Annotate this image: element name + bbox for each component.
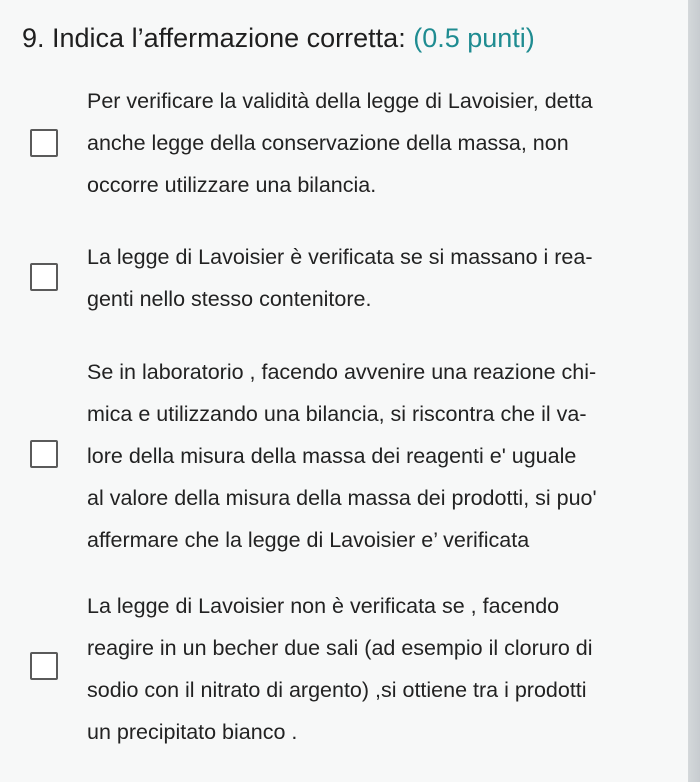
option-text-line: Per verificare la validità della legge di Lavoisier, detta bbox=[87, 89, 593, 113]
option-text-line: La legge di Lavoisier non è verificata se , facendo bbox=[87, 594, 560, 618]
option-1-checkbox[interactable] bbox=[30, 129, 58, 157]
option-text-line: La legge di Lavoisier è verificata se si massano i rea- bbox=[87, 245, 593, 269]
question-text: 9. Indica l’affermazione corretta: bbox=[22, 23, 406, 53]
option-text-line: Se in laboratorio , facendo avvenire una reazione chi- bbox=[87, 360, 597, 384]
option-text-line: un precipitato bianco . bbox=[87, 720, 298, 744]
option-4-text bbox=[87, 585, 657, 753]
answer-option-4[interactable] bbox=[0, 585, 688, 755]
option-text-line: affermare che la legge di Lavoisier e’ verificata bbox=[87, 528, 530, 552]
option-2-checkbox[interactable] bbox=[30, 263, 58, 291]
option-text-line: anche legge della conservazione della massa, non bbox=[87, 131, 569, 155]
question-title bbox=[22, 18, 535, 58]
option-3-checkbox[interactable] bbox=[30, 440, 58, 468]
option-text-line: sodio con il nitrato di argento) ,si ottiene tra i prodotti bbox=[87, 678, 587, 702]
option-4-checkbox[interactable] bbox=[30, 652, 58, 680]
answer-option-1[interactable] bbox=[0, 80, 688, 210]
option-text-line: occorre utilizzare una bilancia. bbox=[87, 173, 377, 197]
option-text-line: genti nello stesso contenitore. bbox=[87, 287, 372, 311]
option-text-line: mica e utilizzando una bilancia, si riscontra che il va- bbox=[87, 402, 587, 426]
option-text-line: al valore della misura della massa dei prodotti, si puo' bbox=[87, 486, 597, 510]
answer-option-2[interactable] bbox=[0, 236, 688, 324]
window-edge bbox=[688, 0, 700, 782]
option-2-text bbox=[87, 236, 657, 320]
option-1-text bbox=[87, 80, 657, 206]
option-3-text bbox=[87, 351, 657, 561]
option-text-line: reagire in un becher due sali (ad esempio il cloruro di bbox=[87, 636, 593, 660]
answer-option-3[interactable] bbox=[0, 351, 688, 563]
question-points: (0.5 punti) bbox=[413, 23, 535, 53]
option-text-line: lore della misura della massa dei reagenti e' uguale bbox=[87, 444, 577, 468]
